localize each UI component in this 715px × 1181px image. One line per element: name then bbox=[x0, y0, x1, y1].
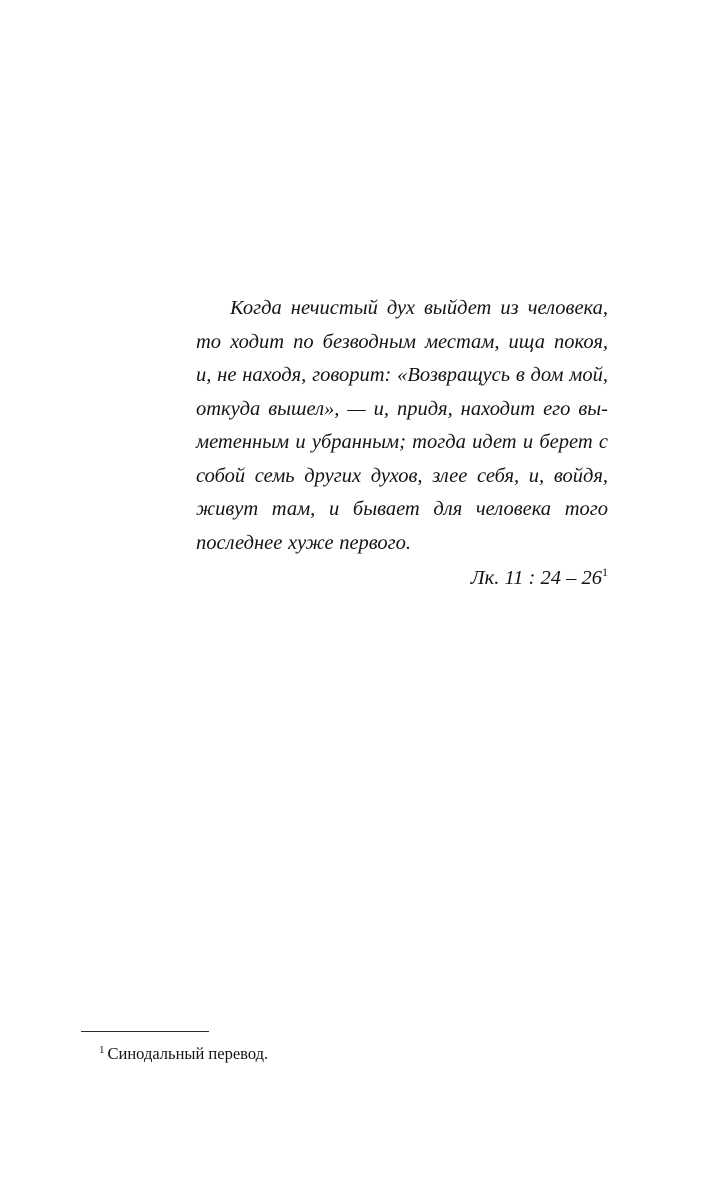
epigraph-body-text: Когда нечистый дух выйдет из человека, то ходит по безводным местам, ища покоя, и, не находя, говорит: «Возвращусь в дом мой, откуда вышел», — и, придя, находит его выметенным и убранным; тогда идет и берет с собой семь других духов, злее себя, и, войдя, живут там, и бывает для человека того последнее хуже первого. bbox=[196, 297, 608, 554]
epigraph-source bbox=[196, 560, 608, 596]
epigraph-block bbox=[196, 292, 608, 596]
footnote-text: Синодальный перевод. bbox=[107, 1044, 269, 1063]
footnote-area bbox=[81, 1031, 561, 1065]
footnote-separator-rule bbox=[81, 1031, 209, 1032]
footnote-marker: 1 bbox=[99, 1043, 105, 1056]
footnote-entry bbox=[81, 1043, 561, 1065]
epigraph-source-reference: Лк. 11 : 24 – 26 bbox=[470, 567, 602, 589]
epigraph-source-footnote-marker: 1 bbox=[602, 565, 608, 580]
